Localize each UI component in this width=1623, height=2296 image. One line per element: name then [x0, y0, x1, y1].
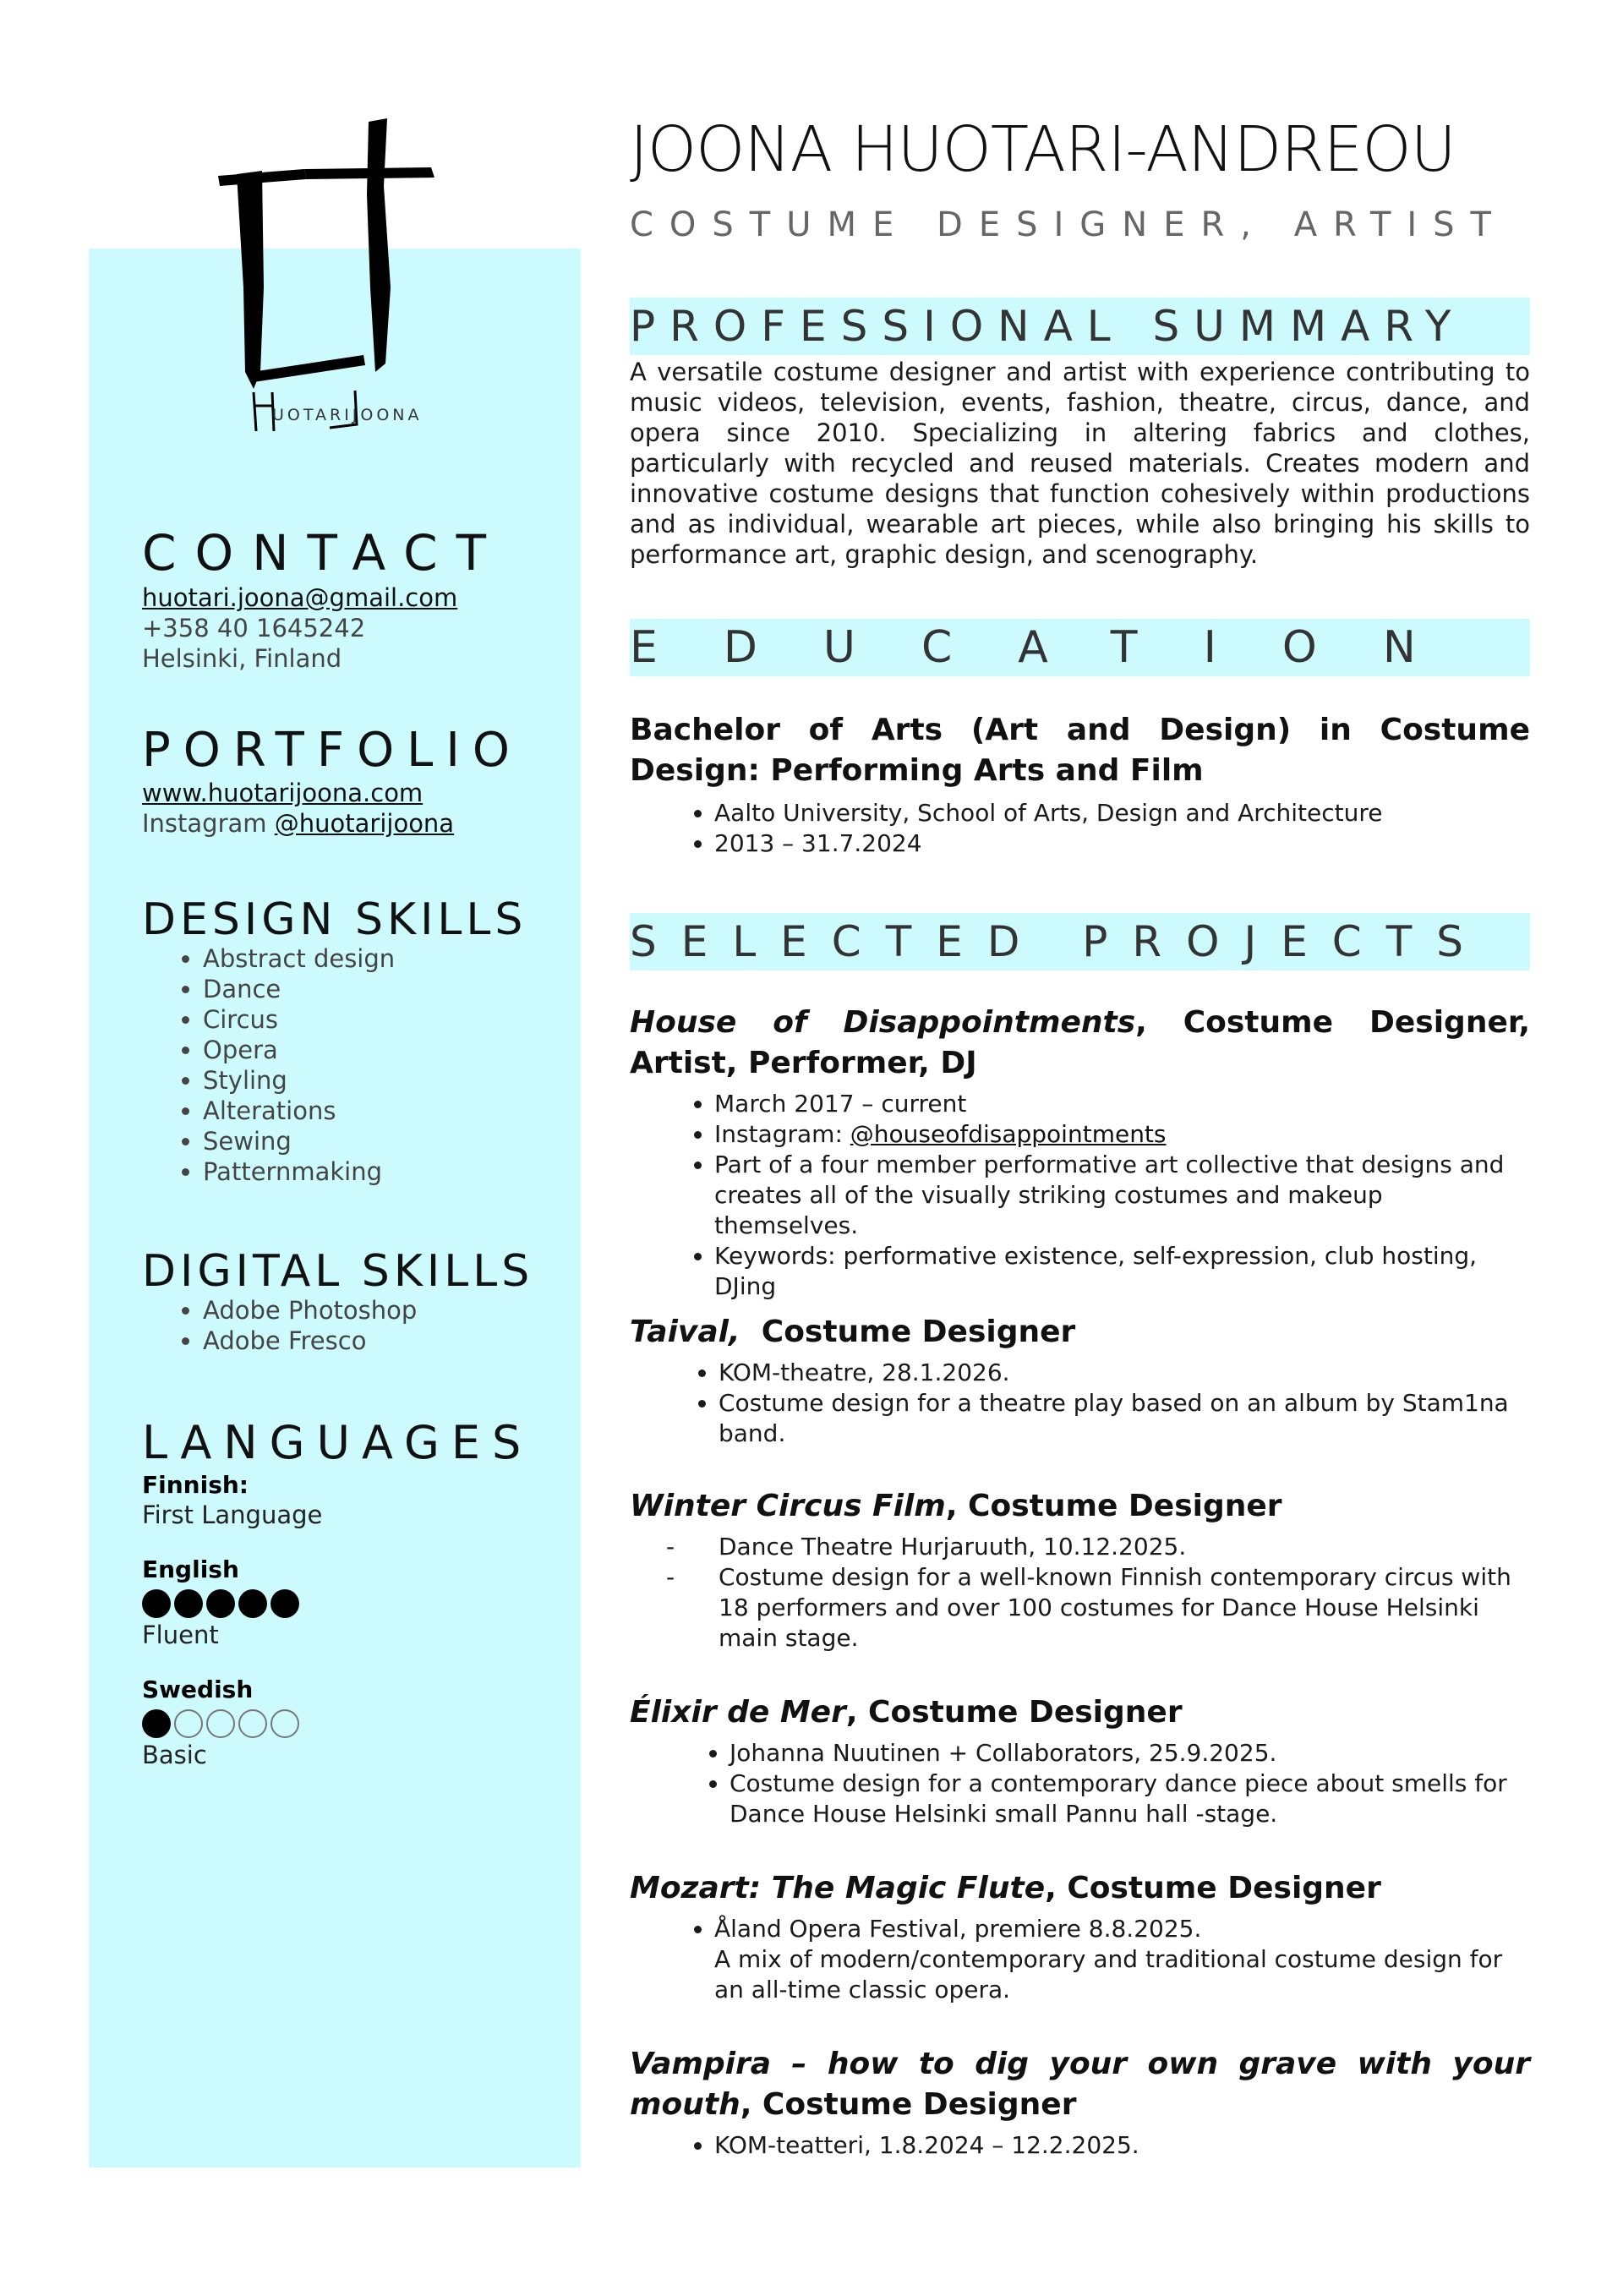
languages-section — [142, 1416, 582, 1770]
person-name: JOONA HUOTARI-ANDREOU — [630, 113, 1456, 186]
instagram-link[interactable]: @huotarijoona — [274, 809, 455, 838]
education-section — [630, 710, 1530, 859]
list-item: - Dance Theatre Hurjaruuth, 10.12.2025. — [719, 1532, 1530, 1562]
rating-dot-filled — [142, 1709, 171, 1738]
project-vampira — [630, 2044, 1530, 2161]
project-elixir-de-mer — [630, 1692, 1530, 1829]
email-link[interactable]: huotari.joona@gmail.com — [142, 583, 458, 612]
project-details — [630, 1089, 1530, 1302]
list-item: • KOM-teatteri, 1.8.2024 – 12.2.2025. — [714, 2130, 1530, 2161]
list-item: - Costume design for a well-known Finnish contemporary circus with 18 performers and over 100 costumes for Dance House Helsinki main stage. — [719, 1562, 1530, 1654]
project-title — [630, 1692, 1530, 1733]
rating-dot-filled — [238, 1589, 267, 1618]
list-item: • Costume design for a contemporary dance piece about smells for Dance House Helsinki small Pannu hall -stage. — [730, 1768, 1530, 1829]
list-item: • Sewing — [203, 1126, 582, 1156]
rating-dot-filled — [174, 1589, 203, 1618]
rating-dot-empty — [206, 1709, 235, 1738]
list-item: • Adobe Photoshop — [203, 1295, 582, 1326]
instagram-link[interactable]: @houseofdisappointments — [850, 1120, 1167, 1148]
list-item: • KOM-theatre, 28.1.2026. — [719, 1358, 1530, 1388]
project-taival — [630, 1312, 1530, 1449]
design-skills-heading: DESIGN SKILLS — [142, 894, 527, 945]
project-name: Vampira – how to dig your own grave with your mouth — [630, 2047, 1530, 2122]
hj-monogram-icon — [203, 118, 456, 431]
project-details — [630, 1532, 1530, 1654]
rating-dot-empty — [238, 1709, 267, 1738]
project-name: House of Disappointments — [630, 1005, 1136, 1040]
instagram-label: Instagram: — [714, 1120, 850, 1148]
list-item: • Opera — [203, 1035, 582, 1065]
project-role: , Costume Designer — [740, 2087, 1077, 2122]
rating-dot-empty — [270, 1709, 299, 1738]
project-details — [630, 1738, 1530, 1829]
language-english — [142, 1555, 582, 1650]
projects-heading-band — [630, 913, 1530, 970]
contact-heading: CONTACT — [142, 524, 505, 582]
list-item: • March 2017 – current — [714, 1089, 1530, 1119]
list-item: • Abstract design — [203, 943, 582, 974]
instagram-label: Instagram — [142, 809, 275, 838]
project-role: Costume Designer — [740, 1315, 1076, 1349]
education-heading-band — [630, 619, 1530, 676]
list-item: • Adobe Fresco — [203, 1326, 582, 1356]
instagram-line — [142, 808, 582, 839]
language-level: Basic — [142, 1741, 207, 1769]
project-name: Winter Circus Film — [630, 1489, 946, 1523]
language-rating — [142, 1588, 582, 1620]
language-level: Fluent — [142, 1621, 219, 1649]
project-title — [630, 1486, 1530, 1527]
summary-heading-band — [630, 298, 1530, 355]
design-skills-list — [142, 943, 582, 1187]
project-name: Élixir de Mer — [630, 1695, 846, 1730]
project-role: , Costume Designer — [1045, 1871, 1381, 1905]
location: Helsinki, Finland — [142, 644, 342, 673]
language-name: Swedish — [142, 1676, 254, 1703]
list-item: • Dance — [203, 974, 582, 1004]
projects-heading: SELECTED PROJECTS — [630, 917, 1488, 966]
digital-skills-list — [142, 1295, 582, 1356]
list-item: • Keywords: performative existence, self-expression, club hosting, DJing — [714, 1241, 1530, 1302]
language-name: Finnish: — [142, 1471, 249, 1499]
languages-heading: LANGUAGES — [142, 1416, 533, 1469]
project-details — [630, 1358, 1530, 1449]
education-heading: EDUCATION — [630, 622, 1482, 673]
website-link[interactable]: www.huotarijoona.com — [142, 779, 424, 807]
list-item: • Patternmaking — [203, 1156, 582, 1187]
project-magic-flute — [630, 1868, 1530, 2005]
summary-heading: PROFESSIONAL SUMMARY — [630, 302, 1466, 351]
project-role: , Costume Designer — [945, 1489, 1282, 1523]
summary-section — [630, 357, 1530, 570]
digital-skills-heading: DIGITAL SKILLS — [142, 1246, 534, 1297]
degree-title: Bachelor of Arts (Art and Design) in Costume Design: Performing Arts and Film — [630, 713, 1530, 788]
project-house-of-disappointments — [630, 1003, 1530, 1302]
project-details — [630, 2130, 1530, 2161]
logo-text: UOTARIJOONA — [272, 406, 423, 424]
language-name: English — [142, 1555, 239, 1583]
job-title: COSTUME DESIGNER, ARTIST — [630, 205, 1507, 244]
language-level: First Language — [142, 1501, 323, 1529]
rating-dot-filled — [142, 1589, 171, 1618]
list-item: • 2013 – 31.7.2024 — [714, 828, 1530, 859]
project-title — [630, 1312, 1530, 1353]
project-title — [630, 1003, 1530, 1084]
summary-text: A versatile costume designer and artist with experience contributing to music videos, television, events, fashion, theatre, circus, dance, and opera since 2010. Specializing in altering fabrics and clothes, particularly with recycled and reused materials. Creates modern and innovative costume designs that function cohesively within productions and as individual, wearable art pieces, while also bringing his skills to performance art, graphic design, and scenography. — [630, 358, 1530, 569]
project-winter-circus-film — [630, 1486, 1530, 1654]
list-item: • Circus — [203, 1004, 582, 1035]
project-name: Taival, — [630, 1315, 740, 1349]
rating-dot-empty — [174, 1709, 203, 1738]
project-title — [630, 2044, 1530, 2125]
digital-skills-section — [142, 1246, 582, 1356]
project-details — [630, 1914, 1530, 2005]
list-item — [714, 1119, 1530, 1150]
project-role: , Costume Designer, Artist, Performer, DJ — [630, 1005, 1530, 1080]
list-item: • Part of a four member performative art collective that designs and creates all of the visually striking costumes and makeup themselves. — [714, 1150, 1530, 1241]
list-item: • Aalto University, School of Arts, Design and Architecture — [714, 798, 1530, 828]
portfolio-section — [142, 723, 582, 839]
education-list — [630, 798, 1530, 859]
phone-number: +358 40 1645242 — [142, 614, 366, 642]
list-item: • Styling — [203, 1065, 582, 1096]
portfolio-heading: PORTFOLIO — [142, 723, 522, 778]
project-title — [630, 1868, 1530, 1909]
design-skills-section — [142, 894, 582, 1187]
language-swedish — [142, 1676, 582, 1770]
rating-dot-filled — [270, 1589, 299, 1618]
list-item: • Alterations — [203, 1096, 582, 1126]
list-item: • Johanna Nuutinen + Collaborators, 25.9.2025. — [730, 1738, 1530, 1768]
project-name: Mozart: The Magic Flute — [630, 1871, 1046, 1905]
project-description: A mix of modern/contemporary and traditional costume design for an all-time classic opera. — [714, 1945, 1503, 2004]
rating-dot-filled — [206, 1589, 235, 1618]
list-item: • Costume design for a theatre play based on an album by Stam1na band. — [719, 1388, 1530, 1449]
project-venue: Åland Opera Festival, premiere 8.8.2025. — [714, 1915, 1202, 1943]
project-role: , Costume Designer — [845, 1695, 1183, 1730]
list-item — [714, 1914, 1530, 2005]
language-finnish — [142, 1471, 582, 1530]
contact-section — [142, 524, 582, 674]
language-rating — [142, 1708, 582, 1740]
